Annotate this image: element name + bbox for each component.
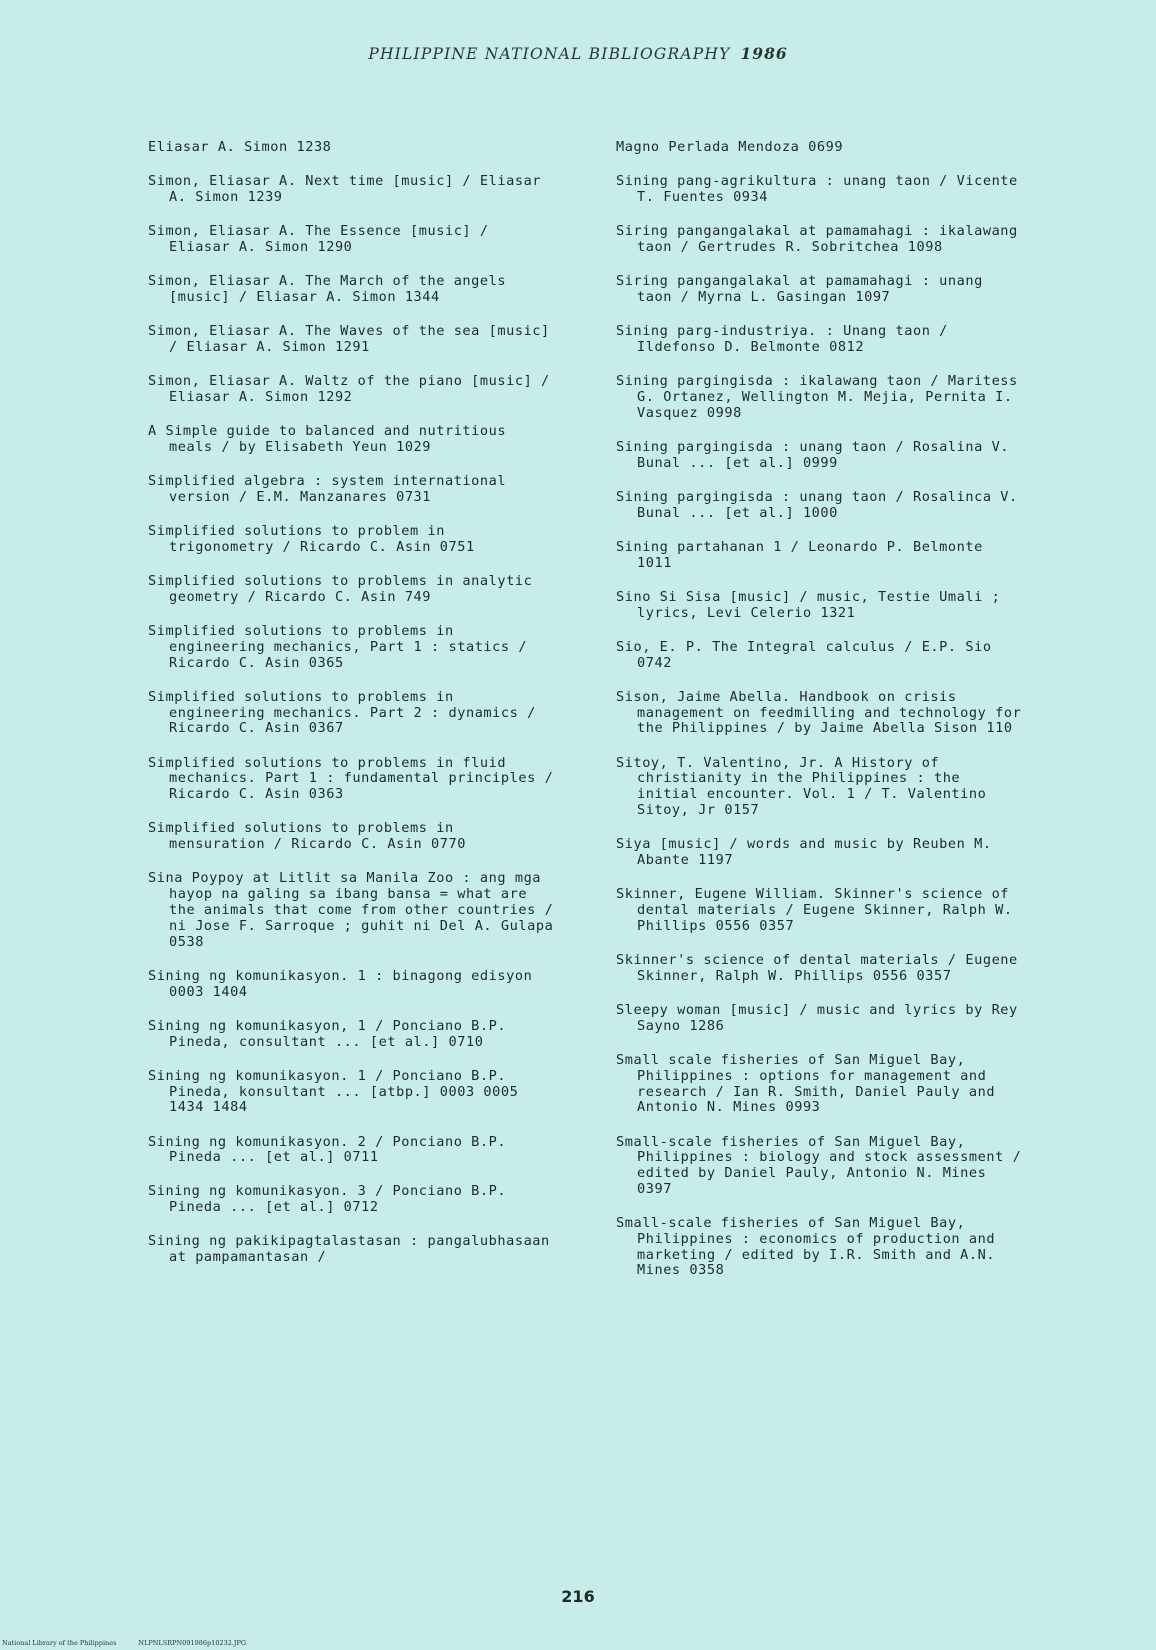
bibliography-entry: Sining ng komunikasyon. 2 / Ponciano B.P. Pineda ... [et al.] 0711 <box>148 1133 515 1166</box>
bibliography-year: 1986 <box>740 44 788 63</box>
page-number: 216 <box>561 1587 595 1606</box>
bibliography-entry: Sio, E. P. The Integral calculus / E.P. Sio 0742 <box>616 638 1001 671</box>
bibliography-entry: Sining ng pakikipagtalastasan : pangalubhasaan at pampamantasan / <box>148 1233 559 1266</box>
bibliography-entry: Sino Si Sisa [music] / music, Testie Umali ; lyrics, Levi Celerio 1321 <box>616 588 1010 621</box>
bibliography-entry: Sining pang-agrikultura : unang taon / Vicente T. Fuentes 0934 <box>616 173 1027 205</box>
bibliography-entry: A Simple guide to balanced and nutritious meals / by Elisabeth Yeun 1029 <box>148 423 515 455</box>
bibliography-entry: Small-scale fisheries of San Miguel Bay, Philippines : economics of production and marketing / edited by I.R. Smith and A.N. Mines 0358 <box>616 1215 1004 1279</box>
bibliography-entry: Sining ng komunikasyon. 1 : binagong edisyon 0003 1404 <box>148 967 542 1000</box>
bibliography-entry: Simon, Eliasar A. The Waves of the sea [music] / Eliasar A. Simon 1291 <box>148 323 559 355</box>
bibliography-entry: Siya [music] / words and music by Reuben M. Abante 1197 <box>616 836 1001 868</box>
bibliography-entry: Sining pargingisda : ikalawang taon / Maritess G. Ortanez, Wellington M. Mejia, Pernita I. Vasquez 0998 <box>616 373 1027 421</box>
bibliography-entry: Simon, Eliasar A. The Essence [music] / Eliasar A. Simon 1290 <box>148 223 498 255</box>
page-header <box>0 44 1156 63</box>
bibliography-title: PHILIPPINE NATIONAL BIBLIOGRAPHY <box>368 45 731 63</box>
bibliography-entry: Sining parg-industriya. : Unang taon / Ildefonso D. Belmonte 0812 <box>616 323 957 355</box>
bibliography-entry: Simplified solutions to problems in engineering mechanics, Part 1 : statics / Ricardo C. Asin 0365 <box>148 623 536 671</box>
bibliography-entry: Eliasar A. Simon 1238 <box>148 139 332 155</box>
bibliography-entry: Sining ng komunikasyon. 3 / Ponciano B.P. Pineda ... [et al.] 0712 <box>148 1183 515 1216</box>
bibliography-entry: Sitoy, T. Valentino, Jr. A History of christianity in the Philippines : the initial encounter. Vol. 1 / T. Valentino Sitoy, Jr 0157 <box>616 754 996 818</box>
bibliography-entry: Simon, Eliasar A. Next time [music] / Eliasar A. Simon 1239 <box>148 173 550 205</box>
bibliography-entry: Simplified solutions to problem in trigonometry / Ricardo C. Asin 0751 <box>148 523 475 555</box>
bibliography-entry: Skinner, Eugene William. Skinner's science of dental materials / Eugene Skinner, Ralph W. Phillips 0556 0357 <box>616 886 1022 934</box>
bibliography-entry: Sining pargingisda : unang taon / Rosalinca V. Bunal ... [et al.] 1000 <box>616 488 1027 521</box>
bibliography-entry: Siring pangangalakal at pamamahagi : unang taon / Myrna L. Gasingan 1097 <box>616 273 992 305</box>
bibliography-entry: Simon, Eliasar A. The March of the angels [music] / Eliasar A. Simon 1344 <box>148 273 515 305</box>
bibliography-entry: Sining ng komunikasyon. 1 / Ponciano B.P. Pineda, konsultant ... [atbp.] 0003 0005 1434 1484 <box>148 1067 528 1116</box>
bibliography-entry: Sining partahanan 1 / Leonardo P. Belmonte 1011 <box>616 538 992 571</box>
bibliography-entry: Skinner's science of dental materials / Eugene Skinner, Ralph W. Phillips 0556 0357 <box>616 951 1027 984</box>
footer-institution: National Library of the Philippines <box>2 1639 117 1647</box>
bibliography-entry: Simon, Eliasar A. Waltz of the piano [music] / Eliasar A. Simon 1292 <box>148 373 559 405</box>
bibliography-entry: Simplified solutions to problems in analytic geometry / Ricardo C. Asin 749 <box>148 573 542 605</box>
bibliography-entry: Sina Poypoy at Litlit sa Manila Zoo : ang mga hayop na galing sa ibang bansa = what are the animals that come from other countries / ni Jose F. Sarroque ; guhit ni Del A. Gulapa 0538 <box>148 870 563 950</box>
bibliography-entry: Sison, Jaime Abella. Handbook on crisis management on feedmilling and technology for the Philippines / by Jaime Abella Sison 110 <box>616 688 1031 737</box>
bibliography-entry: Simplified solutions to problems in fluid mechanics. Part 1 : fundamental principles / Ricardo C. Asin 0363 <box>148 754 563 803</box>
bibliography-entry: Simplified solutions to problems in mensuration / Ricardo C. Asin 0770 <box>148 820 466 853</box>
bibliography-entry: Sining pargingisda : unang taon / Rosalina V. Bunal ... [et al.] 0999 <box>616 438 1018 471</box>
footer-file-name: NLPNLSRPN091986p10232.JPG <box>138 1639 247 1647</box>
bibliography-entry: Simplified algebra : system international version / E.M. Manzanares 0731 <box>148 473 515 505</box>
left-column <box>148 139 563 1284</box>
bibliography-entry: Sining ng komunikasyon, 1 / Ponciano B.P. Pineda, consultant ... [et al.] 0710 <box>148 1017 515 1050</box>
right-column <box>616 139 1031 1298</box>
bibliography-entry: Small-scale fisheries of San Miguel Bay, Philippines : biology and stock assessment / edited by Daniel Pauly, Antonio N. Mines 0397 <box>616 1133 1031 1197</box>
bibliography-entry: Magno Perlada Mendoza 0699 <box>616 139 844 155</box>
bibliography-entry: Siring pangangalakal at pamamahagi : ikalawang taon / Gertrudes R. Sobritchea 1098 <box>616 223 1027 255</box>
scan-footer <box>2 1639 268 1647</box>
bibliography-entry: Simplified solutions to problems in engineering mechanics. Part 2 : dynamics / Ricardo C. Asin 0367 <box>148 688 545 737</box>
bibliography-entry: Small scale fisheries of San Miguel Bay, Philippines : options for management and research / Ian R. Smith, Daniel Pauly and Antonio N. Mines 0993 <box>616 1051 1004 1116</box>
bibliography-entry: Sleepy woman [music] / music and lyrics by Rey Sayno 1286 <box>616 1001 1027 1034</box>
